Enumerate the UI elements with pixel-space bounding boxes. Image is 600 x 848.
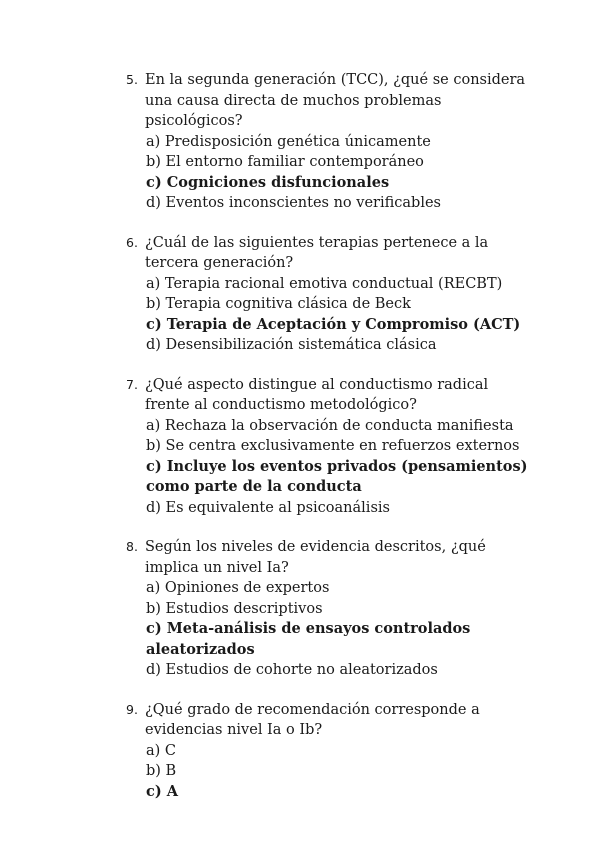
option-list bbox=[146, 578, 536, 681]
option-d: d) Eventos inconscientes no verificables bbox=[146, 195, 441, 211]
option-b: b) Se centra exclusivamente en refuerzos externos bbox=[146, 438, 520, 454]
option-list bbox=[146, 132, 536, 214]
option-b: b) B bbox=[146, 763, 177, 779]
option-a: a) Rechaza la observación de conducta manifiesta bbox=[146, 417, 514, 434]
option-a: a) Terapia racional emotiva conductual (RECBT) bbox=[146, 275, 503, 292]
option-list bbox=[146, 741, 536, 803]
question-8 bbox=[126, 537, 536, 681]
option-b: b) El entorno familiar contemporáneo bbox=[146, 154, 424, 170]
option-a: a) Predisposición genética únicamente bbox=[146, 133, 431, 150]
option-c-correct: c) A bbox=[146, 782, 178, 800]
question-number: 7. bbox=[126, 376, 138, 392]
question-7 bbox=[126, 375, 536, 519]
option-c-correct: c) Cogniciones disfuncionales bbox=[146, 173, 390, 191]
option-d: d) Desensibilización sistemática clásica bbox=[146, 337, 437, 353]
option-c-correct: c) Meta-análisis de ensayos controlados aleatorizados bbox=[146, 620, 471, 658]
option-b: b) Estudios descriptivos bbox=[146, 600, 323, 617]
question-text: ¿Qué aspecto distingue al conductismo radical frente al conductismo metodológico? bbox=[145, 376, 489, 413]
question-6 bbox=[126, 233, 536, 356]
question-number: 5. bbox=[126, 72, 138, 87]
question-5 bbox=[126, 70, 536, 214]
question-text: ¿Qué grado de recomendación corresponde a evidencias nivel Ia o Ib? bbox=[145, 701, 480, 738]
option-c-correct: c) Terapia de Aceptación y Compromiso (ACT) bbox=[146, 315, 521, 333]
option-list bbox=[146, 416, 536, 519]
question-number: 6. bbox=[126, 234, 138, 250]
question-9 bbox=[126, 700, 536, 803]
option-a: a) C bbox=[146, 742, 177, 759]
question-text: ¿Cuál de las siguientes terapias pertenece a la tercera generación? bbox=[145, 234, 489, 271]
option-list bbox=[146, 274, 536, 356]
option-d: d) Es equivalente al psicoanálisis bbox=[146, 499, 390, 516]
question-list bbox=[126, 70, 536, 821]
question-text: En la segunda generación (TCC), ¿qué se considera una causa directa de muchos problemas psicológicos? bbox=[145, 72, 526, 129]
option-c-correct: c) Incluye los eventos privados (pensamientos) como parte de la conducta bbox=[146, 457, 528, 495]
option-d: d) Estudios de cohorte no aleatorizados bbox=[146, 662, 438, 678]
question-number: 9. bbox=[126, 701, 138, 717]
question-text: Según los niveles de evidencia descritos, ¿qué implica un nivel Ia? bbox=[145, 539, 486, 576]
option-a: a) Opiniones de expertos bbox=[146, 580, 330, 596]
option-b: b) Terapia cognitiva clásica de Beck bbox=[146, 296, 411, 312]
question-number: 8. bbox=[126, 539, 138, 554]
